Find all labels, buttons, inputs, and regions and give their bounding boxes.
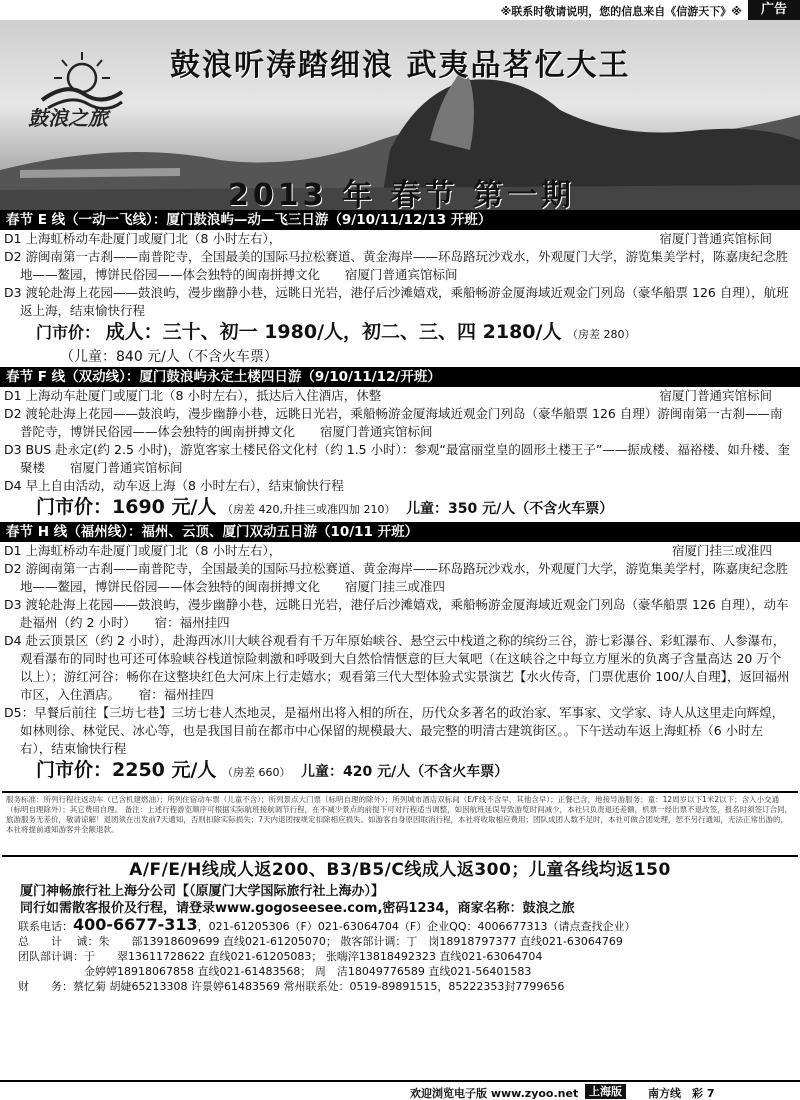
page-label: 南方线 彩 7: [648, 1087, 715, 1100]
footer: [0, 1080, 800, 1100]
line-h-day-4: D4 赴云顶景区（约 2 小时），赴海西冰川大峡谷观看有千万年原始峡谷、悬空云中栈道之称的缤纷三谷，游七彩瀑谷、彩虹瀑布、人参瀑布，观看瀑布的同时也可还可体验峡谷栈道惊险刺激和呼吸到大自然恰情惬意的巨大氧吧（在这峡谷之中每立方厘米的负离子含量高达 20 万个以上）；游红河谷：畅你在这整块红色大河床上行走嬉水；观看第三代大型体验式实景演艺【水火传奇，门票优惠价 100/人自理】，返回福州市区，入住酒店。 宿：福州挂四: [4, 633, 790, 702]
contact-row: 财 务：蔡忆菊 胡婕65213308 许景婷61483569 常州联系处：0519-89891515，85222353封7799656: [18, 980, 565, 993]
footer-site: 欢迎浏览电子版 www.zyoo.net: [410, 1087, 579, 1100]
main-content: [0, 210, 800, 994]
line-h-day-2: D2 游闽南第一古刹——南普陀寺，全国最美的国际马拉松赛道、黄金海岸——环岛路玩沙戏水，外观厦门大学，游览集美学村，陈嘉庚纪念胜地——鳌园，博饼民俗园——体会独特的闽南拼搏文化 宿厦门挂三或准四: [4, 561, 789, 594]
line-e-day-2: D2 游闽南第一古刹——南普陀寺，全国最美的国际马拉松赛道、黄金海岸——环岛路玩沙戏水，外观厦门大学，游览集美学村，陈嘉庚纪念胜地——鳌园，博饼民俗园——体会独特的闽南拼搏文化 宿厦门普通宾馆标间: [4, 249, 789, 282]
line-h-price: 门市价：2250 元/人 （房差 660） 儿童：420 元/人（不含火车票）: [36, 759, 509, 781]
line-e-price: 门市价： 成人：三十、初一 1980/人，初二、三、四 2180/人 （房差 280）: [36, 321, 636, 343]
line-f-day-1: D1 上海动车赴厦门或厦门北（8 小时左右），抵达后入住酒店，休整 宿厦门普通宾馆标间: [4, 388, 772, 403]
line-f-day-2: D2 渡轮赴海上花园——鼓浪屿，漫步幽静小巷，远眺日光岩，乘船畅游金厦海域近观金门列岛（豪华船票 126 自理）游闽南第一古刹——南普陀寺，博饼民俗园——体会独特的闽南拼搏文化 宿厦门普通宾馆标间: [4, 406, 783, 439]
issue-title: 2013 年 春节 第一期: [228, 178, 575, 210]
line-f-header: 春节 F 线（双动线）：厦门鼓浪屿永定土楼四日游（9/10/11/12/开班）: [0, 367, 800, 387]
agency-website-line: 同行如需散客报价及行程，请登录www.gogoseesee.com,密码1234，商家名称：鼓浪之旅: [20, 901, 575, 916]
fine-print: 服务标准：所列行程往返动车（已含机建燃油）；所列住宿动车票（儿童不含）；所列景点大门票（标明自理的除外）；所列城市酒店双标间（E/F线不含早，其他含早）；正餐已含，地接导游服务；童：12周岁以下1米2以下；含入小交通（标明自理除外）；其它费用自理。 备注：上述行程游览顺序可根据实际航班接航调节行程，在不减少景点的前提下可对行程适当调整，如因航班延误导致游览时间减少，本社只负责退还差额，机票一经出票不退改签，报名时须签订合同，旅游服务无差价，敬请谅解！退团须在出发前7天通知，否则扣除实际损失；7天内退团按规定扣除相应损失。如游客自身原因取消行程，本社将收取相应费用；团队成团人数不足时，本社可做合团处理，恕不另行通知，无法正常出游的，本社将提前通知游客并全额退款。: [2, 791, 798, 857]
contact-row: 团队部计调：于 翠13611728622 直线021-61205083； 张嗨淬13818492323 直线021-63064704: [18, 950, 543, 963]
source-note: ※联系时敬请说明，您的信息来自《信游天下》※: [500, 5, 742, 18]
agency-name: 厦门神畅旅行社上海分公司【（原厦门大学国际旅行社上海办）】: [20, 884, 385, 899]
line-e-day-1: D1 上海虹桥动车赴厦门或厦门北（8 小时左右）， 宿厦门普通宾馆标间: [4, 231, 772, 246]
banner: [0, 20, 800, 210]
line-e-day-3: D3 渡轮赴海上花园——鼓浪屿，漫步幽静小巷，远眺日光岩，港仔后沙滩嬉戏，乘船畅游金厦海域近观金门列岛（豪华船票 126 自理），航班返上海，结束愉快行程: [4, 285, 789, 318]
hotline: 400-6677-313: [73, 917, 198, 934]
top-bar: [0, 0, 800, 20]
line-f-day-4: D4 早上自由活动，动车返上海（8 小时左右），结束愉快行程: [4, 478, 344, 493]
slogan: 鼓浪听涛踏细浪 武夷品茗忆大王: [170, 48, 631, 83]
line-f-price: 门市价：1690 元/人 （房差 420,升挂三或准四加 210） 儿童：350 元/人（不含火车票）: [36, 496, 614, 518]
line-e-header: 春节 E 线（一动一飞线）：厦门鼓浪屿—动—飞三日游（9/10/11/12/13 开班）: [0, 210, 800, 230]
contact-phone-row: 联系电话：400-6677-313，021-61205306（F）021-63064704（F）企业QQ：4006677313（请点查找企业）: [18, 917, 636, 934]
line-h-day-1: D1 上海虹桥动车赴厦门或厦门北（8 小时左右）， 宿厦门挂三或准四: [4, 543, 772, 558]
logo-text: 鼓浪之旅: [28, 106, 108, 130]
ad-label: 广告: [748, 0, 800, 20]
edition-badge: 上海版: [585, 1084, 626, 1099]
contact-row: 总 计 诚：朱 部13918609699 直线021-61205070； 散客部计调：丁 岗18918797377 直线021-63064769: [18, 935, 623, 948]
line-h-header: 春节 H 线（福州线）：福州、云顶、厦门双动五日游（10/11 开班）: [0, 522, 800, 542]
line-h-day-5: D5：早餐后前往【三坊七巷】三坊七巷人杰地灵，是福州出将入相的所在，历代众多著名的政治家、军事家、文学家、诗人从这里走向辉煌，如林则徐、林觉民、冰心等，也是我国目前在都市中心保留的规模最大、最完整的明清古建筑街区。。下午送动车返上海虹桥（6 小时左右），结束愉快行程: [4, 705, 785, 756]
line-e-child-price: （儿童：840 元/人（不含火车票）: [60, 349, 278, 365]
refund-banner: A/F/E/H线成人返200、B3/B5/C线成人返300；儿童各线均返150: [129, 860, 671, 880]
line-h-day-3: D3 渡轮赴海上花园——鼓浪屿，漫步幽静小巷，远眺日光岩，港仔后沙滩嬉戏，乘船畅游金厦海域近观金门列岛（豪华船票 126 自理），动车赴福州（约 2 小时） 宿：福州挂四: [4, 597, 789, 630]
line-f-day-3: D3 BUS 赴永定(约 2.5 小时)，游览客家土楼民俗文化村（约 1.5 小时）：参观“最富丽堂皇的圆形土楼王子”——振成楼、福裕楼、如升楼、奎聚楼 宿厦门普通宾馆标间: [4, 442, 790, 475]
contact-row: 金婷婷18918067858 直线021-61483568； 周 洁18049776589 直线021-56401583: [18, 965, 532, 978]
